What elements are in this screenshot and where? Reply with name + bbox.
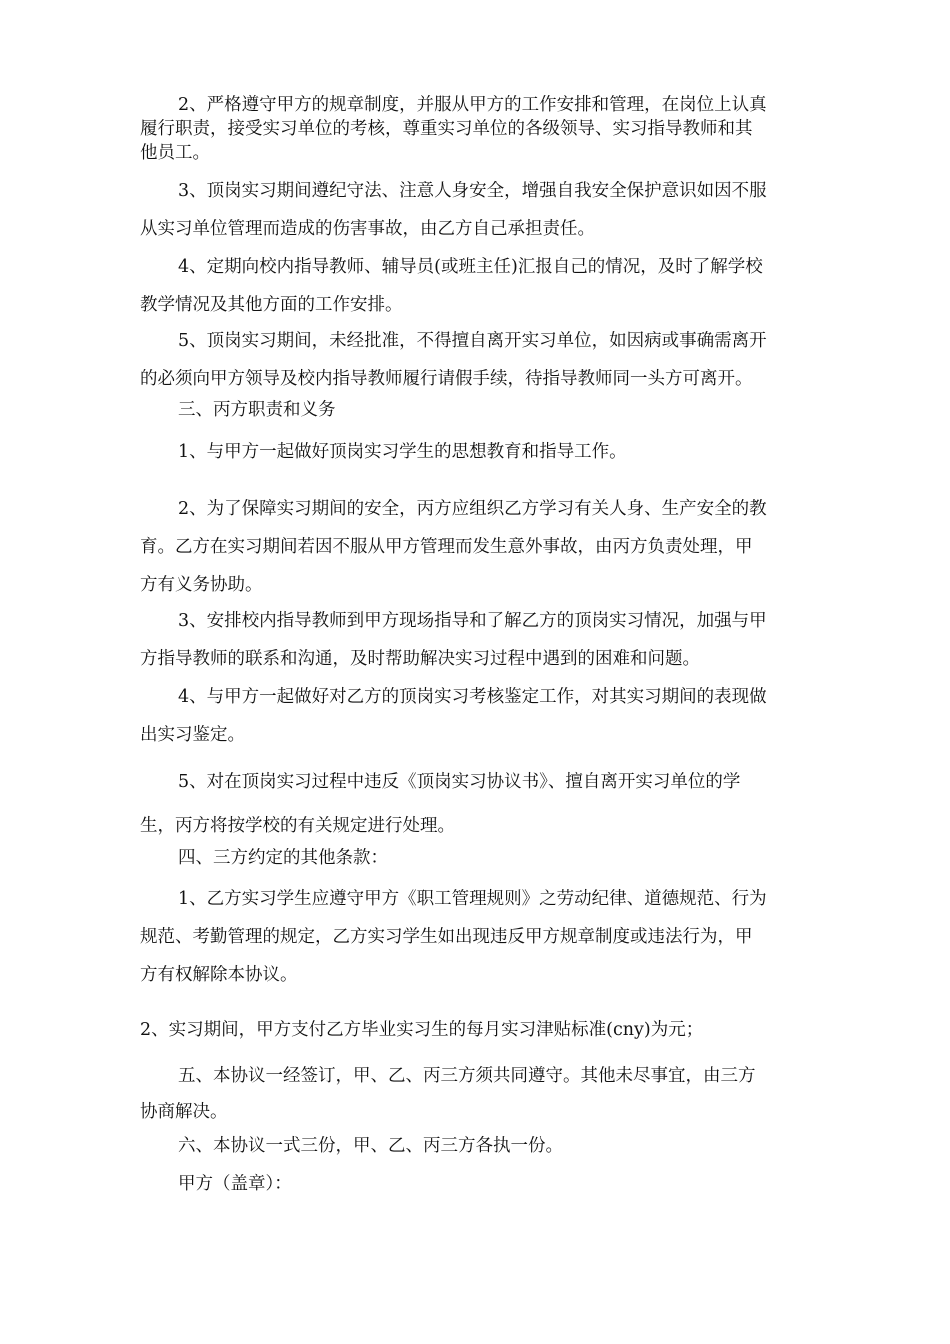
text-line: 5、对在顶岗实习过程中违反《顶岗实习协议书》、擅自离开实习单位的学 (178, 772, 741, 792)
paragraph-other-1 (140, 880, 830, 994)
text-line: 3、顶岗实习期间遵纪守法、注意人身安全，增强自我安全保护意识如因不服 (178, 181, 767, 201)
text-line: 2、为了保障实习期间的安全，丙方应组织乙方学习有关人身、生产安全的教 (178, 499, 767, 519)
text-line: 协商解决。 (140, 1102, 228, 1122)
section-heading: 四、三方约定的其他条款： (178, 848, 388, 868)
text-line: 1、与甲方一起做好顶岗实习学生的思想教育和指导工作。 (178, 442, 627, 462)
text-line: 4、与甲方一起做好对乙方的顶岗实习考核鉴定工作，对其实习期间的表现做 (178, 687, 767, 707)
text-line: 1、乙方实习学生应遵守甲方《职工管理规则》之劳动纪律、道德规范、行为 (178, 889, 767, 909)
paragraph-bing-5 (140, 760, 830, 848)
signature-label: 甲方（盖章）： (178, 1174, 292, 1194)
text-line: 生，丙方将按学校的有关规定进行处理。 (140, 816, 455, 836)
text-line: 2、严格遵守甲方的规章制度，并服从甲方的工作安排和管理，在岗位上认真 (178, 95, 767, 115)
text-line: 育。乙方在实习期间若因不服从甲方管理而发生意外事故，由丙方负责处理，甲 (140, 537, 753, 557)
paragraph-leave (140, 322, 830, 398)
text-line: 五、本协议一经签订，甲、乙、丙三方须共同遵守。其他未尽事宜，由三方 (178, 1066, 756, 1086)
section-heading-bing (140, 398, 830, 422)
text-line: 他员工。 (140, 143, 210, 163)
text-line: 规范、考勤管理的规定，乙方实习学生如出现违反甲方规章制度或违法行为，甲 (140, 927, 753, 947)
text-line: 教学情况及其他方面的工作安排。 (140, 295, 403, 315)
text-line: 方有义务协助。 (140, 575, 263, 595)
text-line: 方有权解除本协议。 (140, 965, 298, 985)
section-heading: 三、丙方职责和义务 (178, 400, 336, 420)
text-line: 的必须向甲方领导及校内指导教师履行请假手续，待指导教师同一头方可离开。 (140, 369, 753, 389)
text-line: 5、顶岗实习期间，未经批准，不得擅自离开实习单位，如因病或事确需离开 (178, 331, 767, 351)
paragraph-other-2 (140, 1018, 830, 1042)
paragraph-bing-2 (140, 490, 830, 604)
text-line: 出实习鉴定。 (140, 725, 245, 745)
text-line: 3、安排校内指导教师到甲方现场指导和了解乙方的顶岗实习情况，加强与甲 (178, 611, 767, 631)
paragraph-five (140, 1058, 830, 1130)
paragraph-bing-3 (140, 602, 830, 678)
section-heading-other (140, 846, 830, 870)
text-line: 4、定期向校内指导教师、辅导员(或班主任)汇报自己的情况，及时了解学校 (178, 257, 763, 277)
text-line: 履行职责，接受实习单位的考核，尊重实习单位的各级领导、实习指导教师和其 (140, 119, 753, 139)
paragraph-report (140, 248, 830, 324)
paragraph-six (140, 1134, 830, 1158)
signature-party-a (140, 1172, 830, 1196)
text-line: 2、实习期间，甲方支付乙方毕业实习生的每月实习津贴标准(cny)为元； (140, 1020, 704, 1040)
paragraph-bing-4 (140, 678, 830, 754)
text-line: 方指导教师的联系和沟通，及时帮助解决实习过程中遇到的困难和问题。 (140, 649, 700, 669)
text-line: 六、本协议一式三份，甲、乙、丙三方各执一份。 (178, 1136, 563, 1156)
paragraph-bing-1 (140, 440, 830, 464)
text-line: 从实习单位管理而造成的伤害事故，由乙方自己承担责任。 (140, 219, 595, 239)
paragraph-safety (140, 172, 830, 248)
paragraph-jia-rules (140, 93, 830, 165)
